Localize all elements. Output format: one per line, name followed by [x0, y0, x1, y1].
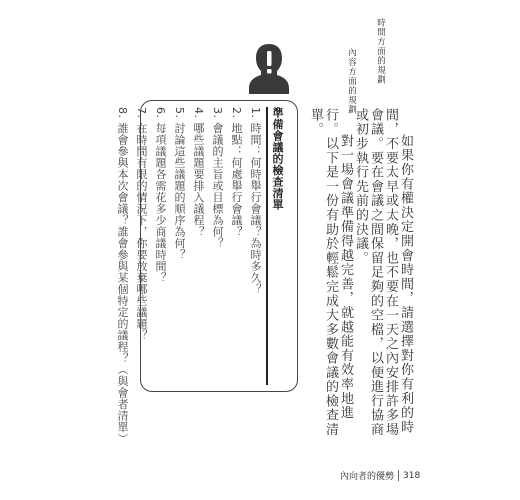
checklist-item: 8. 誰會參與本次會議？誰會參與某個特定的議程？（與會者清單）: [116, 107, 129, 445]
body-paragraph: 對一場會議準備得越完善，就越能有效率地進行。以下是一份有助於輕鬆完成大多數會議的檢查清單。: [308, 108, 353, 437]
checklist-title: 準備會議的檢查清單: [266, 107, 285, 385]
book-title: 內向者的優勢: [340, 472, 395, 482]
section-header: 內容方面的規劃: [346, 48, 357, 115]
checklist-box: [116, 100, 298, 445]
checklist-item: 7. 在時間有限的情況下，你要放棄哪些議題？: [135, 107, 148, 341]
checklist-item: 6. 每項議題各需花多少商議時間？: [154, 107, 167, 284]
page-footer: [340, 469, 420, 482]
footer-divider: [398, 470, 399, 481]
checklist-item: 2. 地點：何處舉行會議？: [230, 107, 243, 238]
body-paragraph: 如果你有權決定開會時間，請選擇對你有利的時間，不要太早或太晚，也不要在一天之內安排許多場會議。要在會議之間保留足夠的空檔，以便進行協商或初步執行先前的決議。: [353, 108, 413, 437]
page-number: 318: [403, 470, 421, 481]
checklist-item: 3. 會議的主旨或目標為何？: [211, 107, 224, 249]
checklist-content: [114, 107, 285, 445]
checklist-item: 5. 討論這些議題的順序為何？: [173, 107, 186, 261]
chapter-header: 時間方面的規劃: [375, 18, 386, 85]
body-text: [308, 108, 413, 448]
checklist-item: 1. 時間：何時舉行會議？為時多久？: [249, 107, 262, 295]
checklist-item: 4. 哪些議題要排入議程？: [192, 107, 205, 238]
person-icon: [248, 42, 290, 94]
